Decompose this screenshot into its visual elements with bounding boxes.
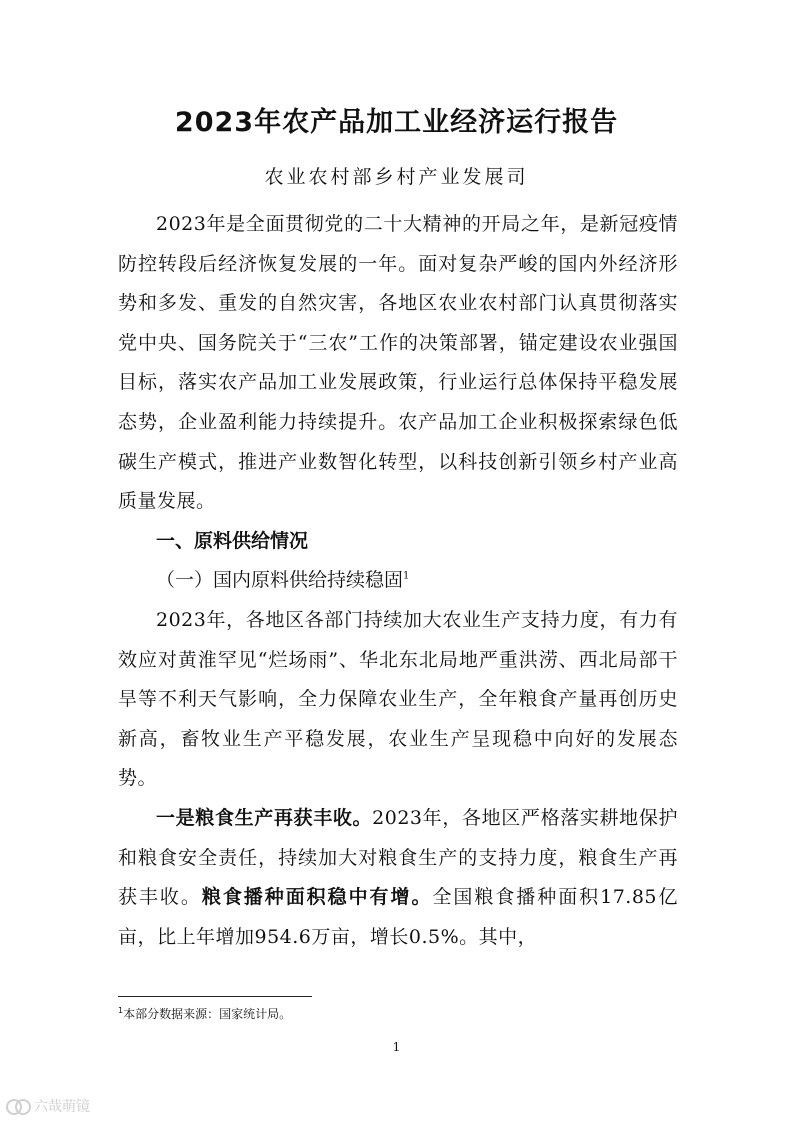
watermark-logo-icon bbox=[6, 1097, 30, 1115]
document-title: 2023年农产品加工业经济运行报告 bbox=[174, 107, 619, 138]
intro-paragraph: 2023年是全面贯彻党的二十大精神的开局之年，是新冠疫情防控转段后经济恢复发展的一年。面对复杂严峻的国内外经济形势和多发、重发的自然灾害，各地区农业农村部门认真贯彻落实党中央、国务院关于“三农”工作的决策部署，锚定建设农业强国目标，落实农产品加工业发展政策，行业运行总体保持平稳发展态势，企业盈利能力持续提升。农产品加工企业积极探索绿色低碳生产模式，推进产业数智化转型，以科技创新引领乡村产业高质量发展。 bbox=[118, 213, 678, 513]
footnote bbox=[118, 1005, 291, 1022]
subsection-heading bbox=[118, 561, 678, 601]
bold-lead-1: 一是粮食生产再获丰收。 bbox=[156, 806, 373, 829]
para3-text-2: 全国粮食播种面积17.85亿亩，比上年增加954.6万亩，增长0.5%。其中， bbox=[118, 886, 678, 948]
document-body bbox=[118, 205, 678, 957]
bold-lead-2: 粮食播种面积稳中有增。 bbox=[201, 886, 433, 909]
section-heading: 一、原料供给情况 bbox=[156, 529, 309, 552]
para3-text-1: 2023年，各地区严格落实耕地保护和粮食安全责任，持续加大对粮食生产的支持力度，粮食生产再获丰收。 bbox=[118, 806, 678, 909]
paragraph-3 bbox=[118, 799, 678, 957]
footnote-divider bbox=[118, 996, 312, 997]
footnote-marker: 1 bbox=[118, 1006, 124, 1015]
watermark-text: 六哉萌镜 bbox=[34, 1099, 90, 1115]
subsection-heading-text: （一）国内原料供给持续稳固 bbox=[156, 569, 404, 592]
paragraph-2: 2023年，各地区各部门持续加大农业生产支持力度，有力有效应对黄淮罕见“烂场雨”、华北东北局地严重洪涝、西北局部干旱等不利天气影响，全力保障农业生产，全年粮食产量再创历史新高，畜牧业生产平稳发展，农业生产呈现稳中向好的发展态势。 bbox=[118, 608, 678, 790]
footnote-text: 本部分数据来源：国家统计局。 bbox=[123, 1007, 292, 1021]
page-number: 1 bbox=[392, 1040, 401, 1054]
document-author: 农业农村部乡村产业发展司 bbox=[264, 166, 529, 188]
footnote-ref: 1 bbox=[403, 571, 410, 583]
watermark bbox=[6, 1096, 90, 1116]
